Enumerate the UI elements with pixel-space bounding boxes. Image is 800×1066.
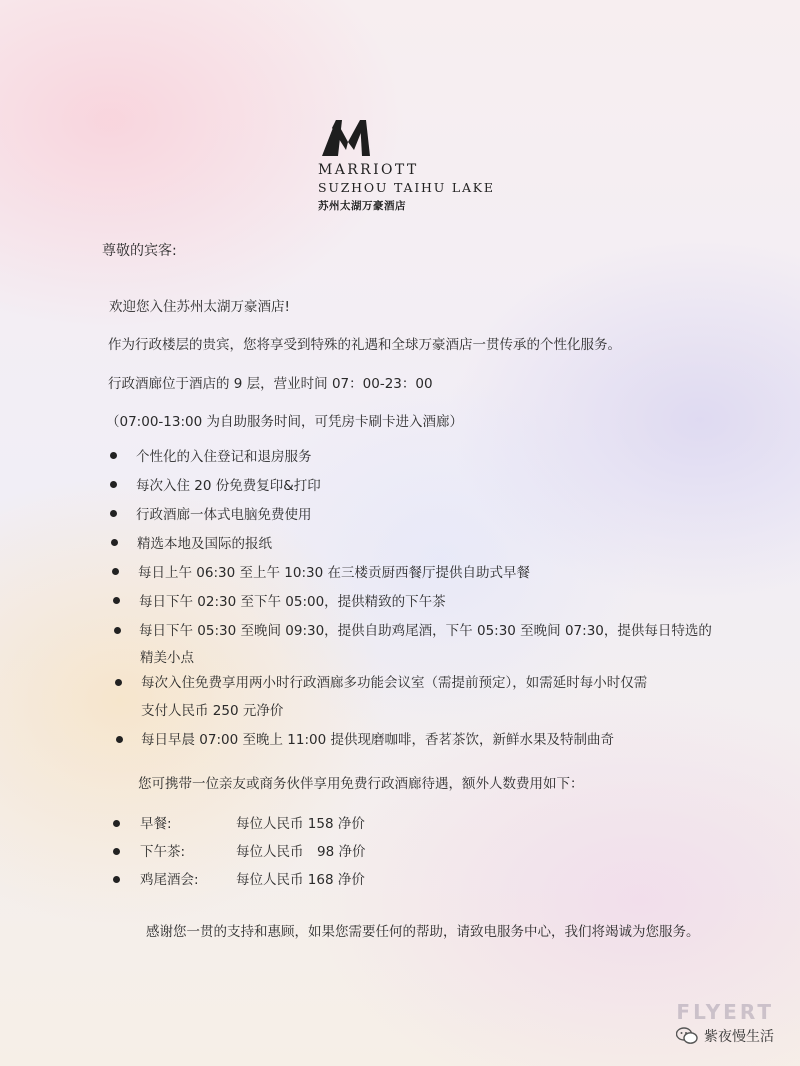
bullet-icon — [113, 876, 120, 883]
bullet-icon — [116, 736, 123, 743]
bullet-icon — [113, 597, 120, 604]
closing-line: 感谢您一贯的支持和惠顾，如果您需要任何的帮助，请致电服务中心，我们将竭诚为您服务。 — [146, 924, 700, 940]
marriott-m-icon — [318, 116, 378, 158]
logo-location: SUZHOU TAIHU LAKE — [318, 180, 495, 195]
fee-label: 鸡尾酒会: — [140, 872, 199, 888]
salutation: 尊敬的宾客: — [102, 243, 177, 259]
lounge-note: （07:00-13:00 为自助服务时间，可凭房卡刷卡进入酒廊） — [106, 414, 463, 430]
bullet-icon — [111, 539, 118, 546]
benefit-item-continued: 支付人民币 250 元净价 — [141, 703, 284, 719]
benefit-item: 每次入住免费享用两小时行政酒廊多功能会议室（需提前预定），如需延时每小时仅需 — [141, 675, 648, 691]
bullet-icon — [113, 820, 120, 827]
benefit-item: 每次入住 20 份免费复印&打印 — [136, 478, 321, 494]
benefit-item: 个性化的入住登记和退房服务 — [136, 449, 312, 465]
companion-intro: 您可携带一位亲友或商务伙伴享用免费行政酒廊待遇，额外人数费用如下： — [138, 776, 584, 792]
benefit-item-continued: 精美小点 — [140, 650, 194, 666]
bullet-icon — [110, 452, 117, 459]
benefit-item: 每日下午 02:30 至下午 05:00，提供精致的下午茶 — [139, 594, 446, 610]
lounge-hours: 行政酒廊位于酒店的 9 层，营业时间 07：00-23：00 — [108, 376, 433, 392]
benefit-item: 每日上午 06:30 至上午 10:30 在三楼贡厨西餐厅提供自助式早餐 — [138, 565, 530, 581]
fee-price: 每位人民币 158 净价 — [236, 816, 365, 832]
logo-chinese-name: 苏州太湖万豪酒店 — [318, 200, 406, 212]
bullet-icon — [115, 679, 122, 686]
intro-line: 作为行政楼层的贵宾，您将享受到特殊的礼遇和全球万豪酒店一贯传承的个性化服务。 — [108, 337, 621, 353]
benefit-item: 精选本地及国际的报纸 — [137, 536, 272, 552]
welcome-line: 欢迎您入住苏州太湖万豪酒店! — [109, 299, 290, 315]
fee-price: 每位人民币 168 净价 — [236, 872, 365, 888]
watermark-site: FLYERT — [676, 1000, 774, 1024]
fee-price: 每位人民币 98 净价 — [236, 844, 366, 860]
marriott-logo — [318, 116, 518, 213]
watermark — [676, 1000, 774, 1046]
bullet-icon — [112, 568, 119, 575]
benefit-item: 行政酒廊一体式电脑免费使用 — [136, 507, 312, 523]
watermark-channel: 紫夜慢生活 — [704, 1029, 774, 1045]
benefit-item: 每日早晨 07:00 至晚上 11:00 提供现磨咖啡，香茗茶饮，新鲜水果及特制曲奇 — [141, 732, 614, 748]
bullet-icon — [113, 848, 120, 855]
logo-brand: MARRIOTT — [318, 162, 419, 178]
fee-label: 早餐: — [140, 816, 172, 832]
bullet-icon — [110, 510, 117, 517]
watermark-channel-row — [676, 1026, 774, 1046]
bullet-icon — [110, 481, 117, 488]
bullet-icon — [114, 627, 121, 634]
fee-label: 下午茶: — [140, 844, 186, 860]
benefit-item: 每日下午 05:30 至晚间 09:30，提供自助鸡尾酒，下午 05:30 至晚间 07:30，提供每日特选的 — [139, 623, 712, 639]
wechat-icon — [676, 1027, 698, 1045]
